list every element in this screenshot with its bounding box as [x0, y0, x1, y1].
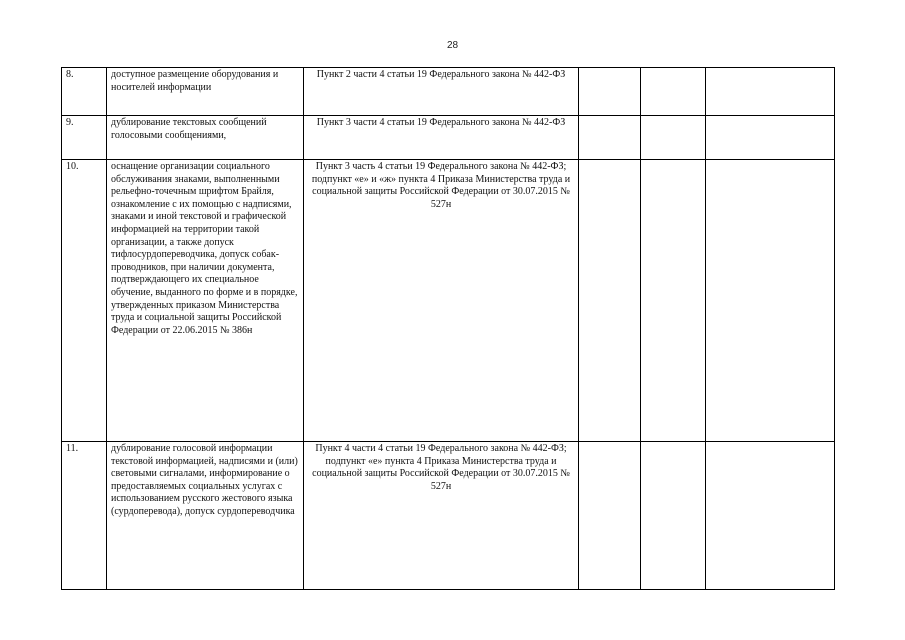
- table-row: [62, 116, 835, 160]
- legal-reference: Пункт 4 части 4 статьи 19 Федерального закона № 442-ФЗ; подпункт «е» пункта 4 Приказа Министерства труда и социальной защиты Российской Федерации от 30.07.2015 № 527н: [304, 442, 579, 590]
- requirements-table: [61, 67, 835, 590]
- empty-cell: [641, 68, 706, 116]
- page-number: 28: [446, 40, 459, 51]
- legal-reference: Пункт 3 часть 4 статьи 19 Федерального закона № 442-ФЗ; подпункт «е» и «ж» пункта 4 Приказа Министерства труда и социальной защиты Российской Федерации от 30.07.2015 № 527н: [304, 160, 579, 442]
- empty-cell: [579, 68, 641, 116]
- legal-reference: Пункт 3 части 4 статьи 19 Федерального закона № 442-ФЗ: [304, 116, 579, 160]
- table-row: [62, 442, 835, 590]
- empty-cell: [706, 116, 835, 160]
- empty-cell: [579, 116, 641, 160]
- row-number: 9.: [62, 116, 107, 160]
- empty-cell: [641, 442, 706, 590]
- empty-cell: [706, 160, 835, 442]
- empty-cell: [706, 442, 835, 590]
- requirement-description: доступное размещение оборудования и носителей информации: [107, 68, 304, 116]
- empty-cell: [641, 116, 706, 160]
- requirement-description: дублирование текстовых сообщений голосовыми сообщениями,: [107, 116, 304, 160]
- empty-cell: [579, 160, 641, 442]
- table-row: [62, 160, 835, 442]
- table-row: [62, 68, 835, 116]
- row-number: 10.: [62, 160, 107, 442]
- empty-cell: [706, 68, 835, 116]
- legal-reference: Пункт 2 части 4 статьи 19 Федерального закона № 442-ФЗ: [304, 68, 579, 116]
- row-number: 8.: [62, 68, 107, 116]
- requirement-description: дублирование голосовой информации текстовой информацией, надписями и (или) световыми сигналами, информирование о предоставляемых социальных услугах с использованием русского жестового языка (сурдоперевода), допуск сурдопереводчика: [107, 442, 304, 590]
- empty-cell: [579, 442, 641, 590]
- row-number: 11.: [62, 442, 107, 590]
- requirement-description: оснащение организации социального обслуживания знаками, выполненными рельефно-точечным шрифтом Брайля, ознакомление с их помощью с надписями, знаками и иной текстовой и графической информацией на территории такой организации, а также допуск тифлосурдопереводчика, допуск собак-проводников, при наличии документа, подтверждающего их специальное обучение, выданного по форме и в порядке, утвержденных приказом Министерства труда и социальной защиты Российской Федерации от 22.06.2015 № 386н: [107, 160, 304, 442]
- empty-cell: [641, 160, 706, 442]
